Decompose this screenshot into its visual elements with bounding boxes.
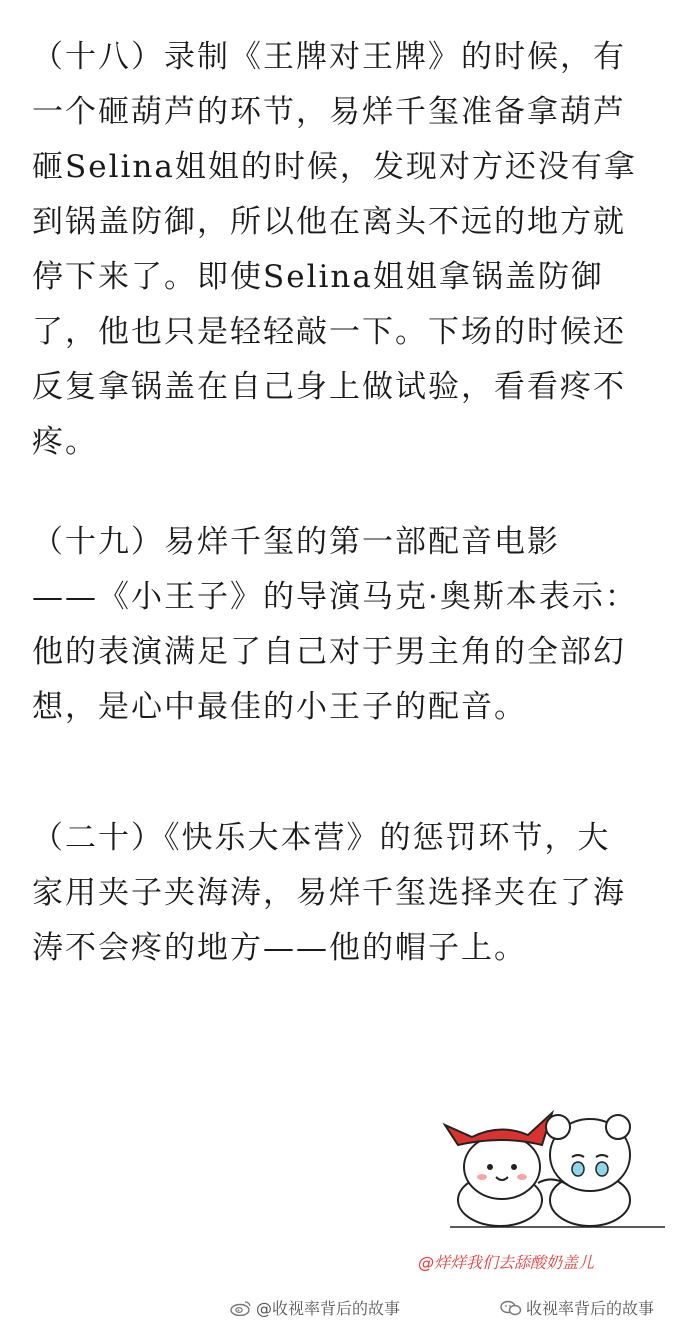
section-18: [32, 30, 664, 470]
weibo-icon: [230, 1300, 252, 1316]
text-line: （十八）录制《王牌对王牌》的时候，有: [32, 39, 626, 75]
section-19: [32, 515, 664, 735]
text-line: 了，他也只是轻轻敲一下。下场的时候还: [32, 314, 626, 350]
text-line: 停下来了。即使Selina姐姐拿锅盖防御: [32, 259, 604, 295]
cartoon-sticker-icon: [440, 1105, 675, 1230]
text-line: 他的表演满足了自己对于男主角的全部幻: [32, 634, 626, 670]
wechat-watermark-text: 收视率背后的故事: [526, 1299, 655, 1318]
weibo-watermark-text: @收视率背后的故事: [256, 1299, 401, 1318]
text-line: ——《小王子》的导演马克·奥斯本表示：: [32, 579, 638, 615]
section-20: [32, 811, 664, 976]
text-line: 到锅盖防御，所以他在离头不远的地方就: [32, 204, 626, 240]
text-line: 反复拿锅盖在自己身上做试验，看看疼不: [32, 369, 626, 405]
sticker-caption: @烊烊我们去舔酸奶盖儿: [418, 1253, 595, 1272]
text-line: （十九）易烊千玺的第一部配音电影: [32, 524, 560, 560]
text-line: 一个砸葫芦的环节，易烊千玺准备拿葫芦: [32, 94, 626, 130]
weibo-watermark: [230, 1296, 400, 1319]
text-line: 疼。: [32, 424, 98, 460]
watermark-row: [0, 1290, 690, 1322]
text-line: 想，是心中最佳的小王子的配音。: [32, 689, 527, 725]
wechat-watermark: [500, 1296, 654, 1319]
text-line: 涛不会疼的地方——他的帽子上。: [32, 930, 527, 966]
text-line: 砸Selina姐姐的时候，发现对方还没有拿: [32, 149, 637, 185]
text-line: 家用夹子夹海涛，易烊千玺选择夹在了海: [32, 875, 626, 911]
wechat-icon: [500, 1300, 522, 1316]
text-line: （二十）《快乐大本营》的惩罚环节，大: [32, 820, 611, 856]
